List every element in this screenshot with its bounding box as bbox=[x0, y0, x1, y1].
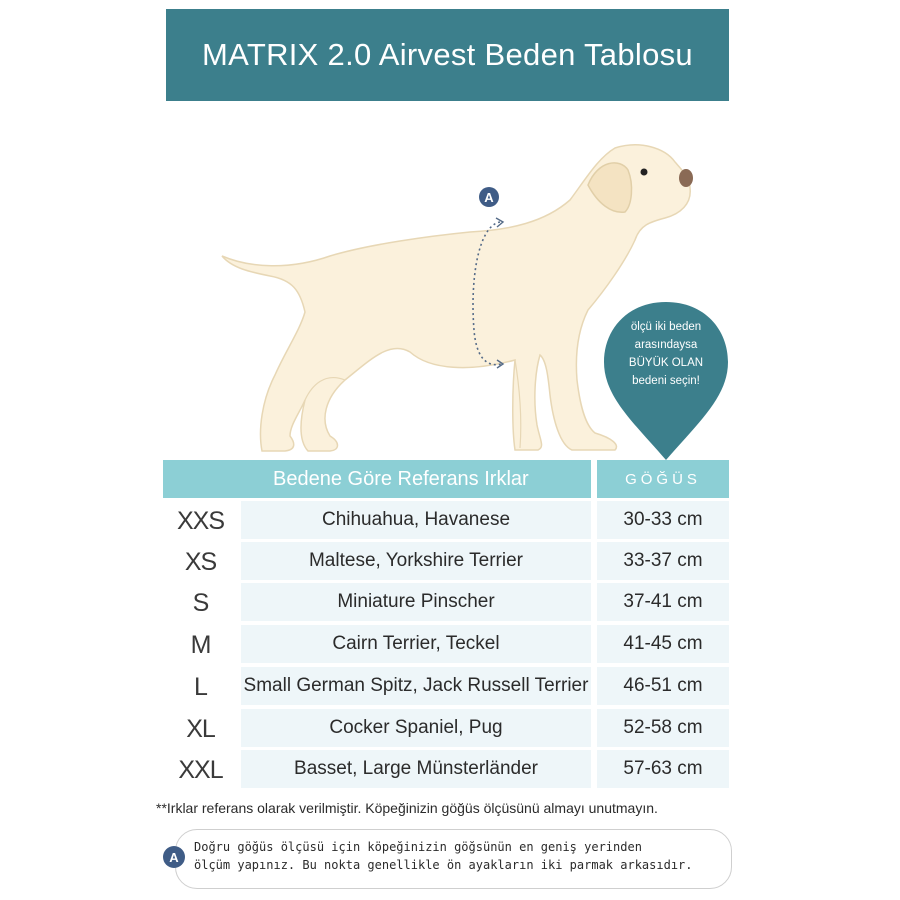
chest-cell: 30-33 cm bbox=[597, 501, 729, 539]
dog-eye bbox=[641, 169, 648, 176]
note-line: ölçüm yapınız. Bu nokta genellikle ön ayakların iki parmak arkasıdır. bbox=[194, 858, 693, 872]
breed-cell: Miniature Pinscher bbox=[241, 583, 591, 621]
table-row bbox=[163, 625, 729, 665]
table-row bbox=[163, 750, 729, 790]
header-breeds-label: Bedene Göre Referans Irklar bbox=[273, 467, 529, 490]
breed-cell: Chihuahua, Havanese bbox=[241, 501, 591, 539]
note-line: Doğru göğüs ölçüsü için köpeğinizin göğsünün en geniş yerinden bbox=[194, 840, 642, 854]
table-header-chest bbox=[597, 460, 729, 498]
breed-cell: Small German Spitz, Jack Russell Terrier bbox=[241, 667, 591, 705]
tip-line: BÜYÜK OLAN bbox=[628, 357, 704, 369]
table-row bbox=[163, 667, 729, 707]
breed-cell: Cairn Terrier, Teckel bbox=[241, 625, 591, 663]
header-chest-label: GÖĞÜS bbox=[625, 470, 701, 488]
size-cell: S bbox=[192, 588, 209, 617]
breed-cell: Maltese, Yorkshire Terrier bbox=[241, 542, 591, 580]
note-badge: A bbox=[163, 846, 185, 868]
breed-cell: Cocker Spaniel, Pug bbox=[241, 709, 591, 747]
tip-text bbox=[614, 318, 718, 390]
tip-line: arasındaysa bbox=[634, 339, 698, 351]
footnote: **Irklar referans olarak verilmiştir. Köpeğinizin göğüs ölçüsünü almayı unutmayın. bbox=[156, 800, 658, 816]
table-row bbox=[163, 583, 729, 623]
chest-cell: 46-51 cm bbox=[597, 667, 729, 705]
chest-cell: 52-58 cm bbox=[597, 709, 729, 747]
chest-cell: 37-41 cm bbox=[597, 583, 729, 621]
chest-cell: 33-37 cm bbox=[597, 542, 729, 580]
note-text bbox=[194, 838, 724, 874]
size-cell: XXS bbox=[176, 506, 225, 535]
table-row bbox=[163, 542, 729, 582]
chest-cell: 57-63 cm bbox=[597, 750, 729, 788]
table-row bbox=[163, 501, 729, 541]
table-header-breeds bbox=[163, 460, 591, 498]
tip-line: bedeni seçin! bbox=[632, 375, 700, 387]
table-row bbox=[163, 709, 729, 749]
breed-cell: Basset, Large Münsterländer bbox=[241, 750, 591, 788]
chest-cell: 41-45 cm bbox=[597, 625, 729, 663]
page-title: MATRIX 2.0 Airvest Beden Tablosu bbox=[202, 37, 693, 72]
dog-nose bbox=[679, 169, 693, 187]
size-cell: XXL bbox=[178, 755, 223, 784]
size-cell: L bbox=[194, 672, 207, 701]
chest-marker-label: A bbox=[484, 190, 494, 205]
tip-line: ölçü iki beden bbox=[630, 321, 702, 333]
size-cell: M bbox=[190, 630, 211, 659]
size-cell: XS bbox=[184, 547, 217, 576]
size-cell: XL bbox=[186, 714, 215, 743]
